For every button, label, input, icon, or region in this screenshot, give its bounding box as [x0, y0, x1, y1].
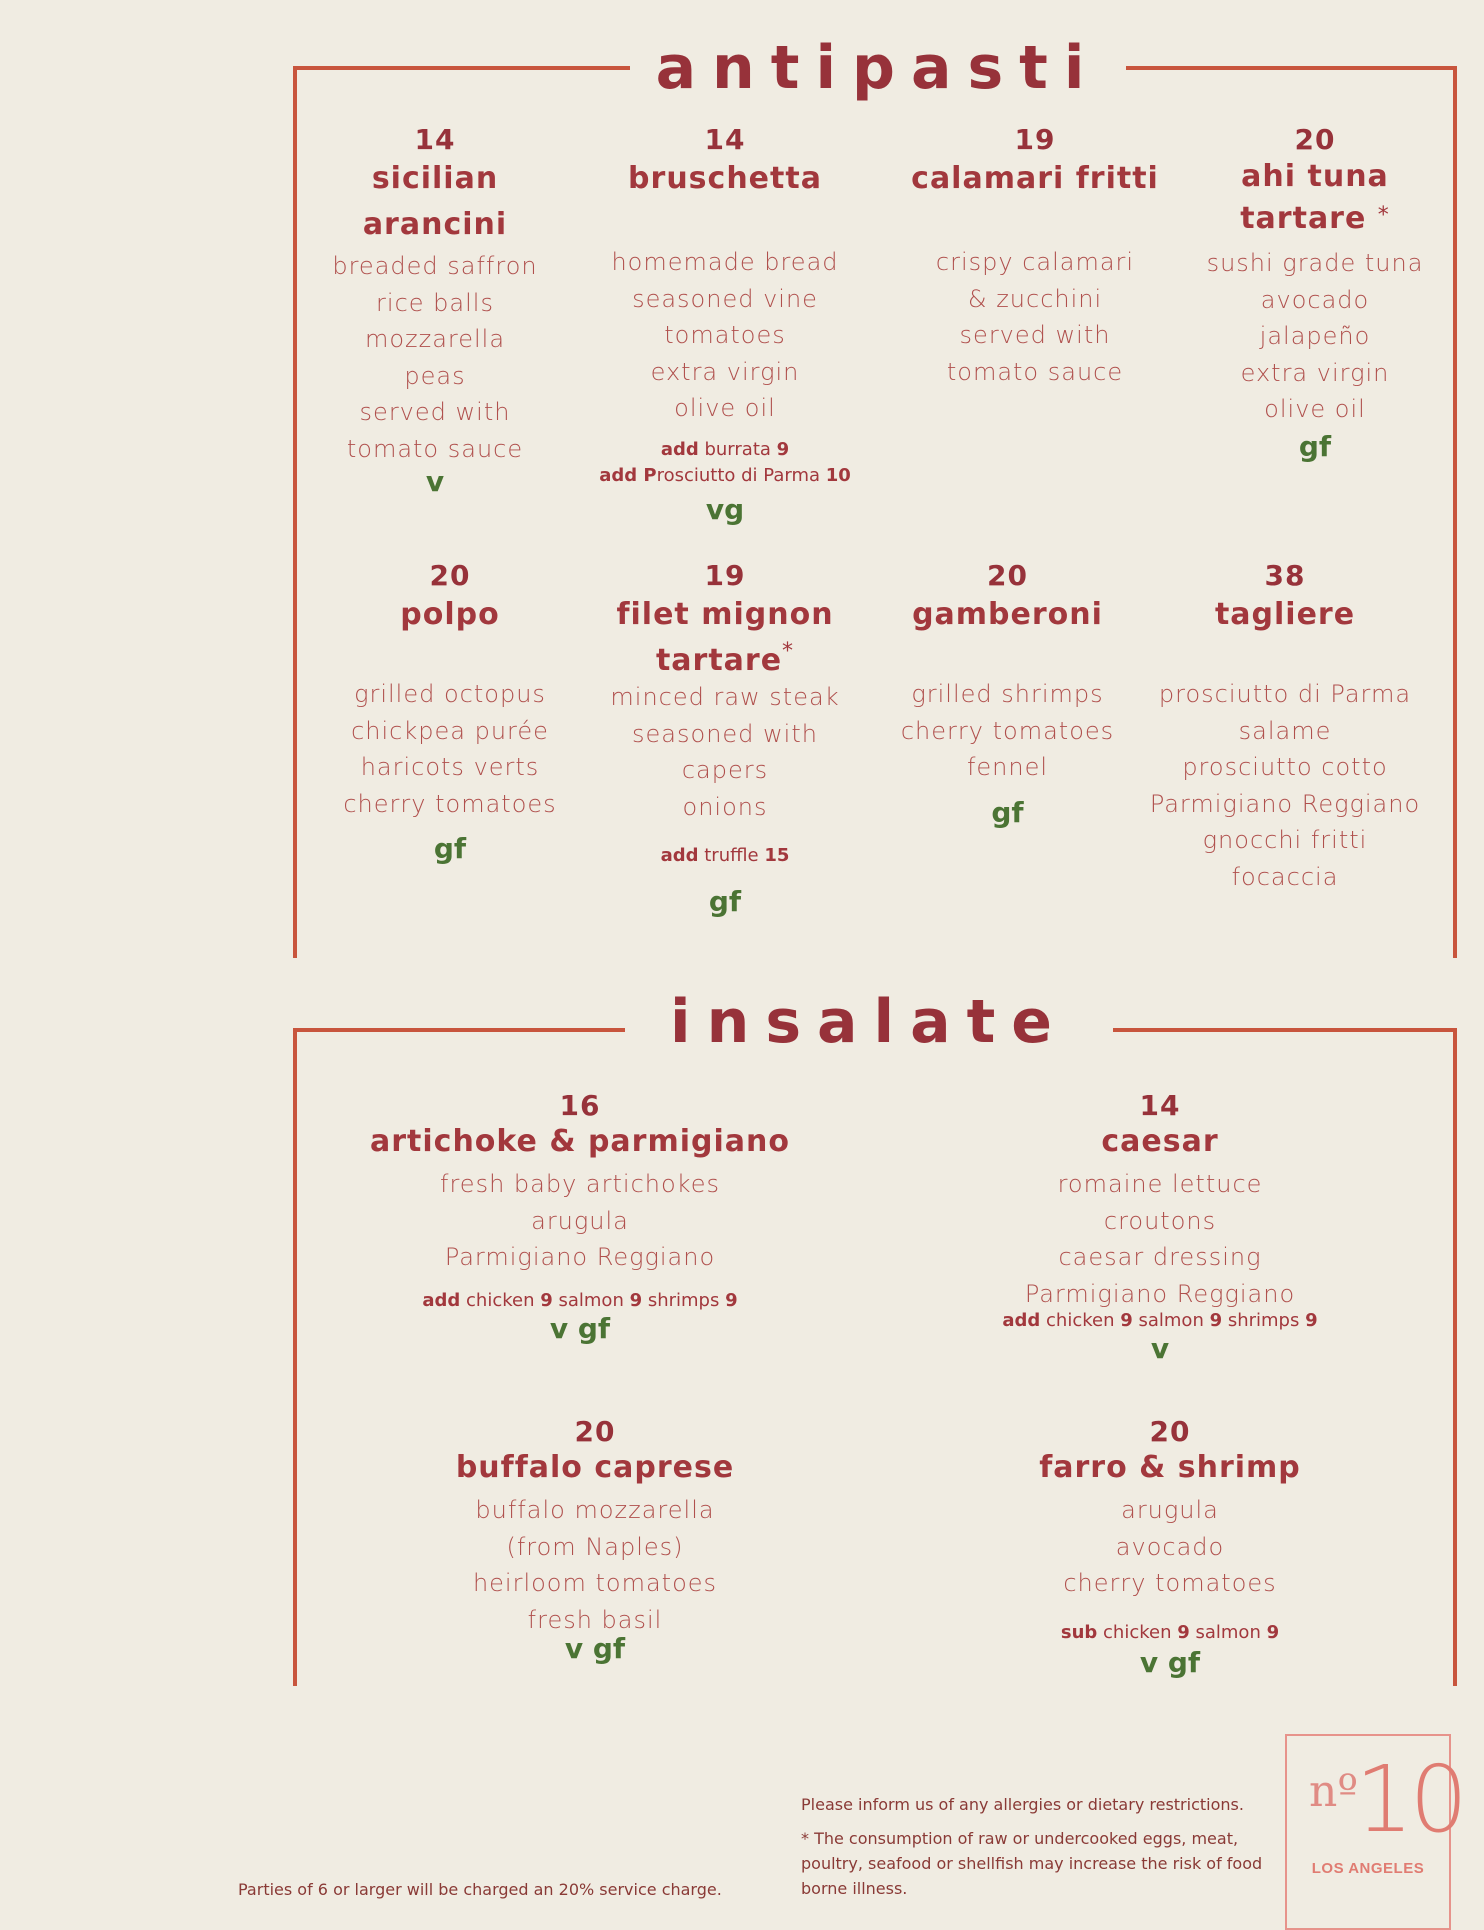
- diet-badge: gf: [433, 832, 467, 865]
- diet-badge: gf: [708, 885, 742, 918]
- raw-asterisk: *: [1377, 203, 1390, 228]
- add-on: add burrata 9: [660, 438, 790, 460]
- menu-item-buffalo-caprese: [430, 1416, 760, 1666]
- item-price: 14: [1139, 1089, 1181, 1122]
- logo-number-sign: nº: [1309, 1766, 1359, 1817]
- diet-badge: gf: [1298, 429, 1332, 463]
- item-name: farro & shrimp: [1039, 1450, 1301, 1485]
- menu-item-filet-mignon-tartare: [585, 560, 865, 919]
- item-description: minced raw steak seasoned with capers onions: [610, 683, 840, 821]
- item-name: buffalo caprese: [455, 1450, 735, 1485]
- item-description: prosciutto di Parma salame prosciutto cotto Parmigiano Reggiano gnocchi fritti focaccia: [1149, 680, 1421, 891]
- item-description: fresh baby artichokes arugula Parmigiano Reggiano: [440, 1170, 720, 1271]
- diet-badge: v gf: [549, 1311, 611, 1345]
- logo-number: 10: [1355, 1746, 1465, 1853]
- menu-item-calamari-fritti: [885, 124, 1185, 390]
- diet-badge: v: [1150, 1332, 1170, 1365]
- item-name: tagliere: [1214, 597, 1356, 632]
- item-description: arugula avocado cherry tomatoes: [1063, 1496, 1277, 1597]
- menu-item-caesar: [930, 1090, 1390, 1366]
- item-name: artichoke & parmigiano: [370, 1124, 790, 1159]
- item-price: 20: [574, 1415, 616, 1448]
- insalate-title: insalate: [670, 987, 1068, 1057]
- add-on: add truffle 15: [660, 845, 790, 866]
- item-price: 20: [429, 559, 471, 592]
- item-name: ahi tuna tartare *: [1240, 159, 1390, 236]
- item-name: bruschetta: [628, 161, 822, 196]
- item-name: sicilian arancini: [362, 161, 508, 242]
- item-name: calamari fritti: [911, 161, 1159, 196]
- logo-city: LOS ANGELES: [1311, 1860, 1425, 1877]
- menu-item-polpo: [325, 560, 575, 866]
- item-price: 19: [704, 559, 746, 592]
- item-description: buffalo mozzarella (from Naples) heirloom tomatoes fresh basil: [472, 1496, 718, 1634]
- raw-asterisk: *: [782, 639, 795, 664]
- antipasti-title: antipasti: [655, 33, 1101, 103]
- item-name: polpo: [400, 597, 500, 632]
- add-on: add Prosciutto di Parma 10: [599, 464, 851, 486]
- menu-item-ahi-tuna-tartare: [1190, 124, 1440, 464]
- item-description: grilled octopus chickpea purée haricots verts cherry tomatoes: [343, 680, 557, 818]
- item-price: 14: [704, 123, 746, 156]
- menu-item-gamberoni: [880, 560, 1135, 830]
- item-name: filet mignon tartare*: [616, 597, 834, 678]
- add-on: add chicken 9 salmon 9 shrimps 9: [1002, 1310, 1318, 1331]
- menu-item-farro-shrimp: [1010, 1416, 1330, 1680]
- raw-food-warning: * The consumption of raw or undercooked eggs, meat, poultry, seafood or shellfish may increase the risk of food borne illness.: [801, 1829, 1263, 1898]
- item-description: romaine lettuce croutons caesar dressing Parmigiano Reggiano: [1024, 1170, 1296, 1308]
- item-price: 14: [414, 123, 456, 156]
- diet-badge: v gf: [1139, 1645, 1201, 1679]
- item-price: 20: [987, 559, 1028, 592]
- allergy-note: Please inform us of any allergies or dietary restrictions.: [801, 1795, 1244, 1814]
- service-charge-note: Parties of 6 or larger will be charged an 20% service charge.: [238, 1880, 722, 1899]
- add-on: add chicken 9 salmon 9 shrimps 9: [422, 1289, 738, 1311]
- add-on: sub chicken 9 salmon 9: [1060, 1621, 1280, 1643]
- item-price: 16: [559, 1089, 601, 1122]
- item-description: breaded saffron rice balls mozzarella peas served with tomato sauce: [332, 252, 538, 463]
- menu-item-bruschetta: [570, 124, 880, 527]
- item-price: 38: [1264, 559, 1306, 592]
- diet-badge: v gf: [564, 1632, 626, 1665]
- item-price: 19: [1014, 123, 1056, 156]
- item-price: 20: [1149, 1415, 1191, 1448]
- item-description: homemade bread seasoned vine tomatoes extra virgin olive oil: [611, 248, 839, 422]
- diet-badge: v: [425, 465, 445, 498]
- menu-item-artichoke-parmigiano: [330, 1090, 830, 1346]
- diet-badge: gf: [991, 795, 1024, 829]
- item-price: 20: [1294, 123, 1336, 156]
- restaurant-logo: [1285, 1734, 1465, 1930]
- diet-badge: vg: [705, 492, 745, 526]
- item-description: sushi grade tuna avocado jalapeño extra virgin olive oil: [1206, 249, 1424, 423]
- menu-item-sicilian-arancini: [300, 124, 570, 499]
- item-name: caesar: [1101, 1124, 1219, 1159]
- item-name: gamberoni: [912, 597, 1103, 632]
- item-description: grilled shrimps cherry tomatoes fennel: [900, 680, 1115, 781]
- menu-item-tagliere: [1135, 560, 1435, 895]
- item-description: crispy calamari & zucchini served with tomato sauce: [935, 248, 1135, 386]
